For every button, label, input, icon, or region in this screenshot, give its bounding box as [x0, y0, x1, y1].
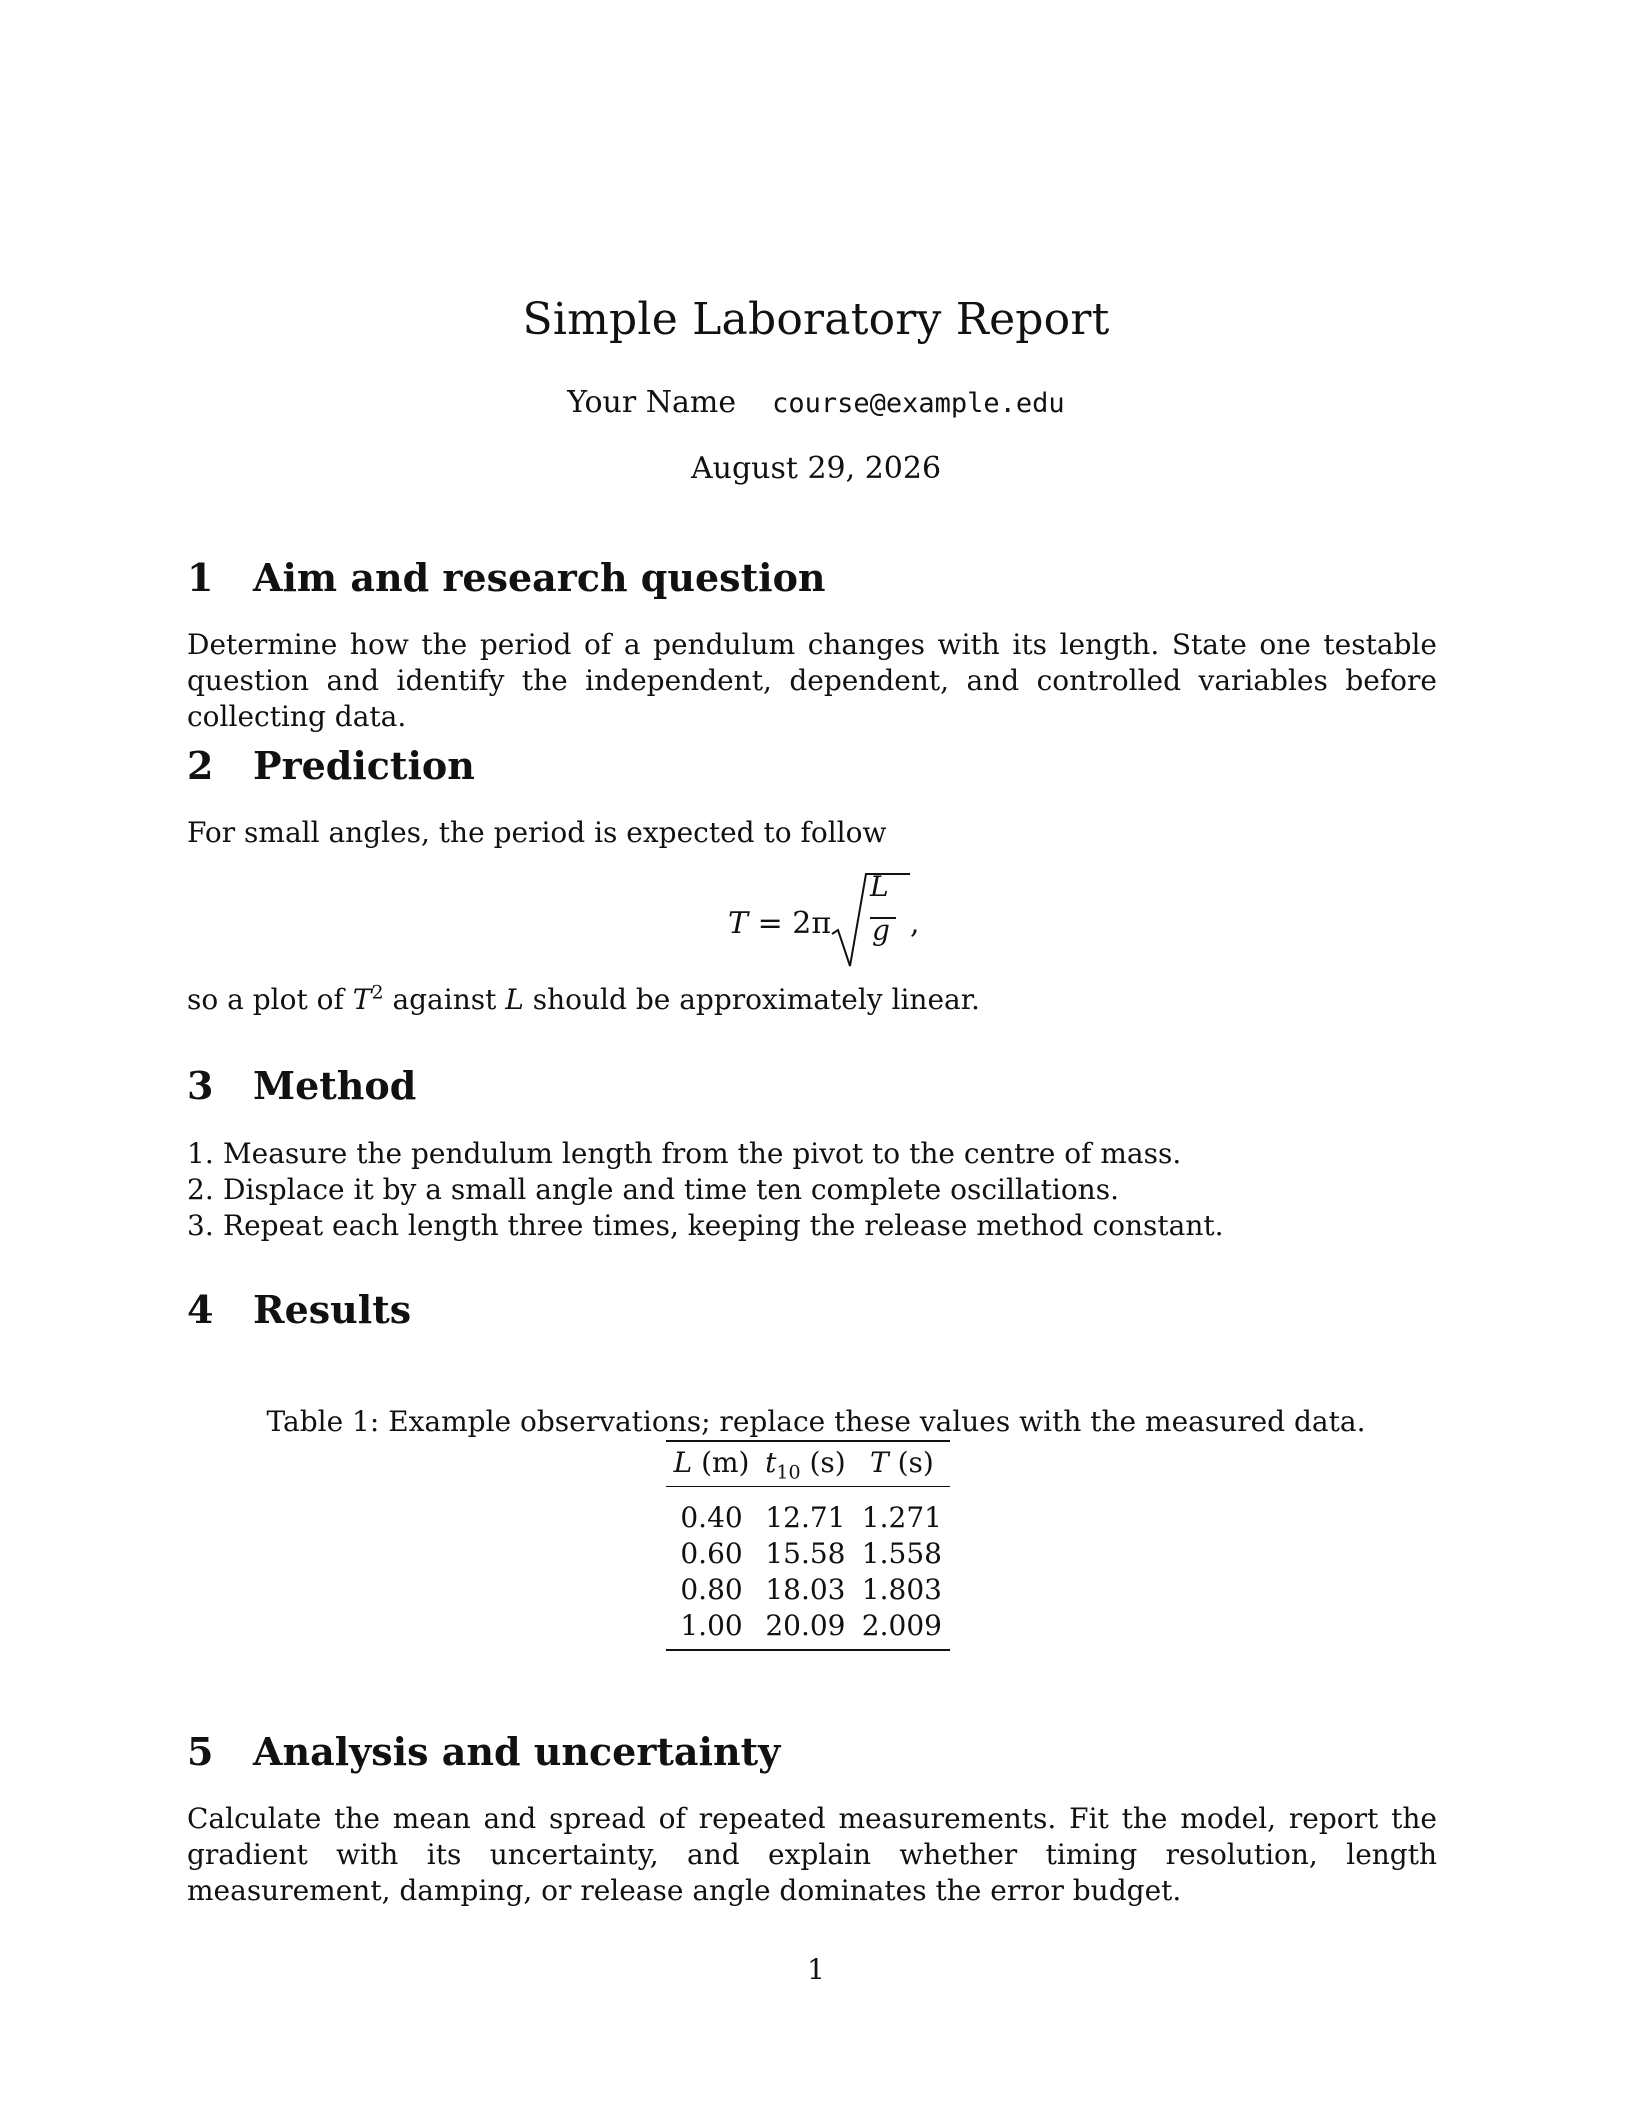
section-heading-aim — [187, 554, 826, 602]
method-steps — [187, 1136, 1437, 1244]
author-name: Your Name — [567, 385, 737, 420]
section-heading-method — [187, 1062, 416, 1110]
conclusion-exponent: 2 — [371, 981, 384, 1004]
document-date: August 29, 2026 — [690, 451, 942, 486]
equation-lhs: T — [728, 906, 749, 941]
prediction-conclusion — [187, 982, 1437, 1018]
column-header-period: T (s) — [854, 1441, 950, 1487]
section-heading-analysis — [187, 1728, 780, 1776]
table-row — [666, 1535, 950, 1571]
section-title: Method — [253, 1063, 417, 1108]
table-cell: 12.71 — [765, 1500, 846, 1534]
page-number: 1 — [807, 1953, 825, 1986]
document-title: Simple Laboratory Report — [522, 294, 1110, 345]
conclusion-symbol2: L — [505, 983, 524, 1016]
section-number: 1 — [187, 555, 214, 600]
author-email: course@example.edu — [772, 388, 1065, 419]
list-item: 1. Measure the pendulum length from the pivot to the centre of mass. — [187, 1137, 1182, 1170]
step-text: Measure the pendulum length from the pivot to the centre of mass. — [223, 1137, 1182, 1170]
table-cell: 1.558 — [861, 1536, 942, 1570]
table-cell: 0.60 — [680, 1536, 743, 1570]
section-title: Prediction — [253, 743, 475, 788]
fraction-denominator: g — [872, 914, 890, 947]
equation-equals: = — [757, 906, 783, 941]
conclusion-suffix: should be approximately linear. — [532, 983, 980, 1016]
section-title: Analysis and uncertainty — [253, 1729, 781, 1774]
aim-paragraph: Determine how the period of a pendulum changes with its length. State one testable question and identify the independent, dependent, and controlled variables before collecting data. — [187, 628, 1437, 733]
analysis-paragraph: Calculate the mean and spread of repeated measurements. Fit the model, report the gradient with its uncertainty, and explain whether timing resolution, length measurement, damping, or release angle dominates the error budget. — [187, 1802, 1437, 1907]
section-number: 4 — [187, 1287, 214, 1332]
conclusion-middle: against — [392, 983, 497, 1016]
table-row — [666, 1571, 950, 1607]
section-title: Aim and research question — [253, 555, 826, 600]
table-cell: 0.80 — [680, 1572, 743, 1606]
section-number: 5 — [187, 1729, 214, 1774]
list-item: 3. Repeat each length three times, keeping the release method constant. — [187, 1209, 1224, 1242]
observations-table — [666, 1440, 950, 1651]
period-equation — [0, 868, 1632, 968]
equation-comma: , — [910, 906, 920, 941]
column-header-time: $t_{10}$ (s) — [757, 1441, 854, 1487]
section-heading-prediction — [187, 742, 475, 790]
step-text: Repeat each length three times, keeping the release method constant. — [223, 1209, 1224, 1242]
square-root — [830, 868, 910, 968]
table-cell: 20.09 — [757, 1607, 854, 1650]
table-header-row — [666, 1441, 950, 1487]
table-cell: 2.009 — [854, 1607, 950, 1650]
conclusion-symbol: T — [352, 983, 372, 1016]
table-cell: 18.03 — [765, 1572, 846, 1606]
section-title: Results — [253, 1287, 412, 1332]
table-cell: 15.58 — [765, 1536, 846, 1570]
equation-lhs-group — [728, 906, 831, 941]
section-number: 2 — [187, 743, 214, 788]
conclusion-prefix: so a plot of — [187, 983, 344, 1016]
list-item: 2. Displace it by a small angle and time ten complete oscillations. — [187, 1173, 1119, 1206]
table-caption: Table 1: Example observations; replace these values with the measured data. — [266, 1405, 1366, 1438]
section-number: 3 — [187, 1063, 214, 1108]
table-row — [666, 1607, 950, 1650]
table-row — [666, 1487, 950, 1536]
table-cell: 1.803 — [861, 1572, 942, 1606]
prediction-intro: For small angles, the period is expected to follow — [187, 816, 887, 849]
table-cell: 1.00 — [666, 1607, 757, 1650]
section-heading-results — [187, 1286, 411, 1334]
author-line — [0, 382, 1632, 425]
table-cell: 1.271 — [861, 1500, 942, 1534]
step-text: Displace it by a small angle and time ten complete oscillations. — [223, 1173, 1119, 1206]
fraction-numerator: L — [870, 870, 889, 903]
column-header-length: L (m) — [666, 1441, 757, 1487]
table-cell: 0.40 — [680, 1500, 743, 1534]
equation-coefficient: 2π — [792, 906, 832, 941]
